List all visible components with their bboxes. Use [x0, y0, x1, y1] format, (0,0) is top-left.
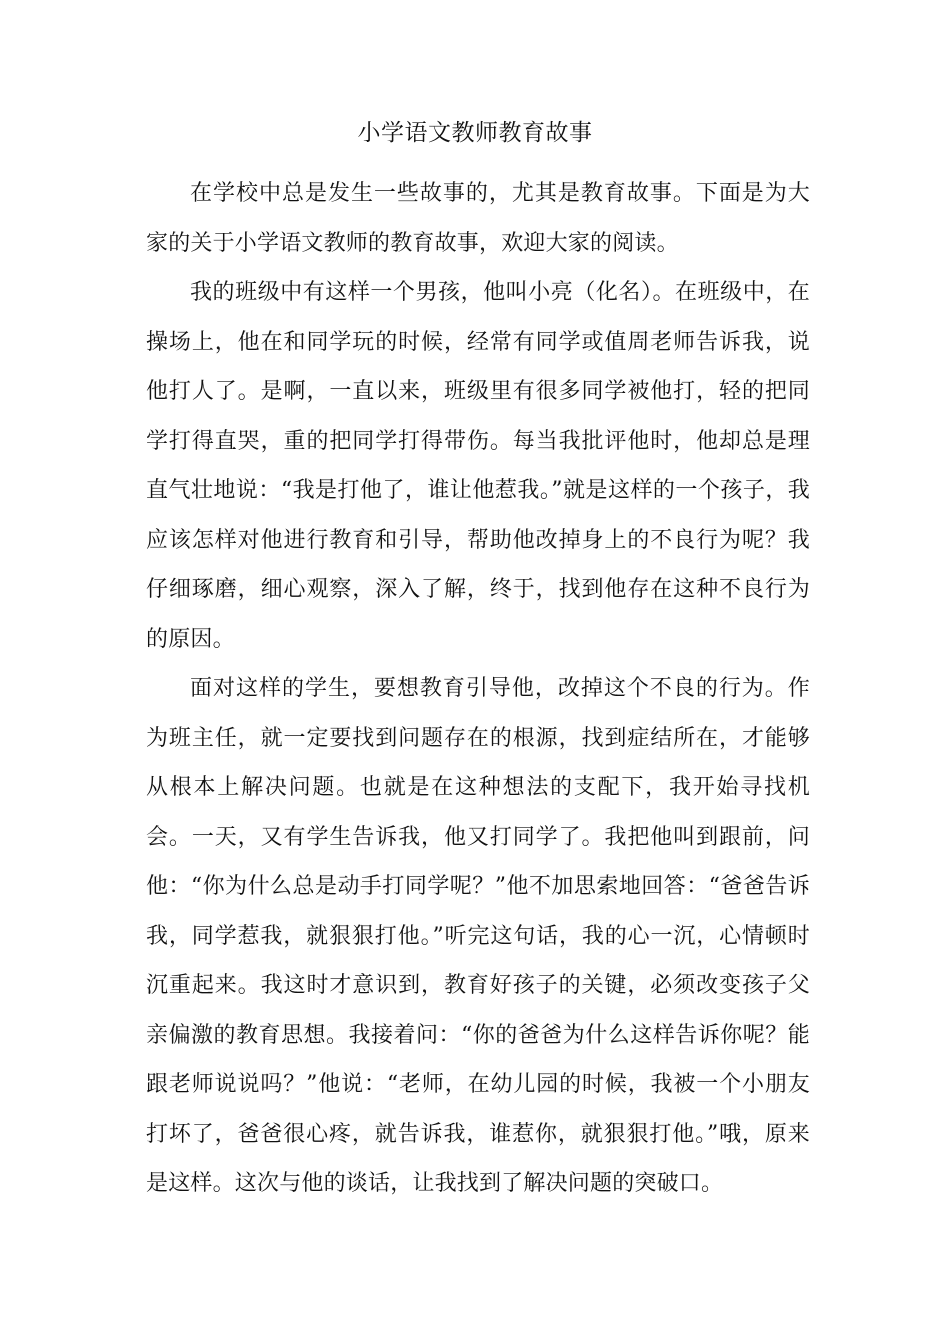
- paragraph-intro: 在学校中总是发生一些故事的，尤其是教育故事。下面是为大家的关于小学语文教师的教育故事，欢迎大家的阅读。: [146, 181, 810, 256]
- paragraph-story-conversation: 面对这样的学生，要想教育引导他，改掉这个不良的行为。作为班主任，就一定要找到问题存在的根源，找到症结所在，才能够从根本上解决问题。也就是在这种想法的支配下，我开始寻找机会。一天，又有学生告诉我，他又打同学了。我把他叫到跟前，问他：“你为什么总是动手打同学呢？”他不加思索地回答：“爸爸告诉我，同学惹我，就狠狠打他。”听完这句话，我的心一沉，心情顿时沉重起来。我这时才意识到，教育好孩子的关键，必须改变孩子父亲偏激的教育思想。我接着问：“你的爸爸为什么这样告诉你呢？能跟老师说说吗？”他说：“老师，在幼儿园的时候，我被一个小朋友打坏了，爸爸很心疼，就告诉我，谁惹你，就狠狠打他。”哦，原来是这样。这次与他的谈话，让我找到了解决问题的突破口。: [146, 676, 810, 1196]
- paragraph-story-background: 我的班级中有这样一个男孩，他叫小亮（化名）。在班级中，在操场上，他在和同学玩的时候，经常有同学或值周老师告诉我，说他打人了。是啊，一直以来，班级里有很多同学被他打，轻的把同学打得直哭，重的把同学打得带伤。每当我批评他时，他却总是理直气壮地说：“我是打他了，谁让他惹我。”就是这样的一个孩子，我应该怎样对他进行教育和引导，帮助他改掉身上的不良行为呢？我仔细琢磨，细心观察，深入了解，终于，找到他存在这种不良行为的原因。: [146, 280, 810, 652]
- document-title: 小学语文教师教育故事: [357, 120, 593, 146]
- document-body: [146, 169, 810, 1209]
